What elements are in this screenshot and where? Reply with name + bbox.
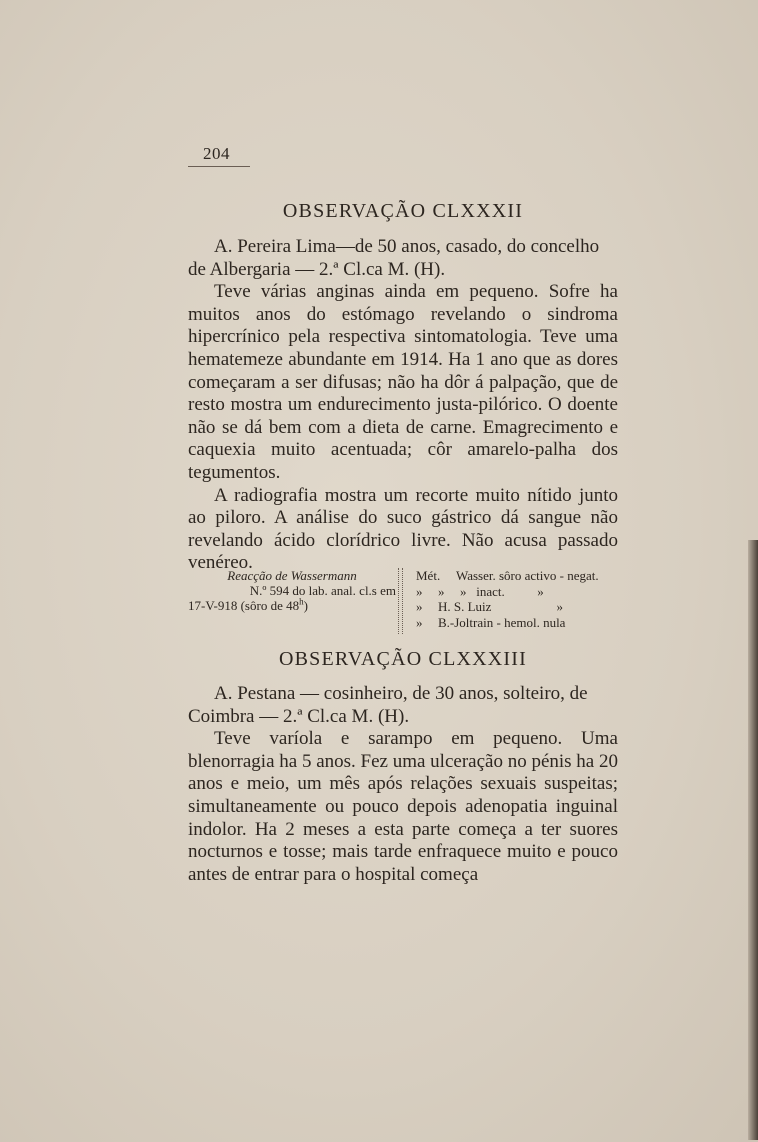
radiography-paragraph: A radiografia mostra um recorte muito nítido junto ao piloro. A análise do suco gástrico dá sangue não revelando ácido clorídrico livre. Não acusa passado venéreo. — [188, 484, 618, 574]
observation-body — [188, 236, 618, 575]
page-edge-shadow — [748, 540, 758, 1140]
lab-reaction-line: N.º 594 do lab. anal. cl.s em — [249, 583, 396, 598]
lab-result-row: » » » inact. » — [416, 583, 544, 599]
page-number: 204 — [203, 144, 230, 163]
lab-reaction-label — [188, 568, 396, 613]
observation-body — [188, 683, 618, 886]
observation-heading: OBSERVAÇÃO CLXXXII — [282, 200, 524, 222]
patient-info-line: A. Pestana — cosinheiro, de 30 anos, solteiro, de — [214, 683, 588, 704]
lab-reaction-line: 17-V-918 (sôro de 48$^h$) — [188, 596, 308, 613]
lab-divider — [398, 568, 403, 634]
patient-info-line: Coimbra — 2.ª Cl.ca M. (H). — [188, 705, 410, 727]
observation-heading: OBSERVAÇÃO CLXXXIII — [278, 648, 528, 670]
page-number-rule — [188, 166, 250, 167]
patient-info-line: de Albergaria — 2.ª Cl.ca M. (H). — [188, 258, 446, 280]
clinical-history-paragraph: Teve varíola e sarampo em pequeno. Uma blenorragia ha 5 anos. Fez uma ulceração no pénis ha 20 anos e meio, um mês após relações sexuais suspeitas; simultaneamente ou pouco depois adenopatia inguinal indolor. Ha 2 meses a esta parte começa a ter suores nocturnos e tosse; mais tarde enfraquece muito e pouco antes de entrar para o hospital começa — [188, 728, 618, 885]
lab-result-row: » B.-Joltrain - hemol. nula — [416, 614, 566, 630]
lab-result-row: Mét. Wasser. sôro activo - negat. — [416, 568, 599, 583]
patient-info-line: A. Pereira Lima—de 50 anos, casado, do concelho — [214, 236, 600, 257]
lab-result-row: » H. S. Luiz » — [416, 599, 563, 614]
lab-results-table — [416, 568, 620, 630]
lab-reaction-title: Reacção de Wassermann — [227, 568, 357, 583]
clinical-history-paragraph: Teve várias anginas ainda em pequeno. Sofre ha muitos anos do estómago revelando o sindroma hipercrínico pela respectiva sintomatologia. Teve uma hematemeze abundante em 1914. Ha 1 ano que as dores começaram a ser difusas; não ha dôr á palpação, que de resto mostra um endurecimento justa-pilórico. O doente não se dá bem com a dieta de carne. Emagrecimento e caquexia muito acentuada; côr amarelo-palha dos tegumentos. — [188, 281, 618, 483]
